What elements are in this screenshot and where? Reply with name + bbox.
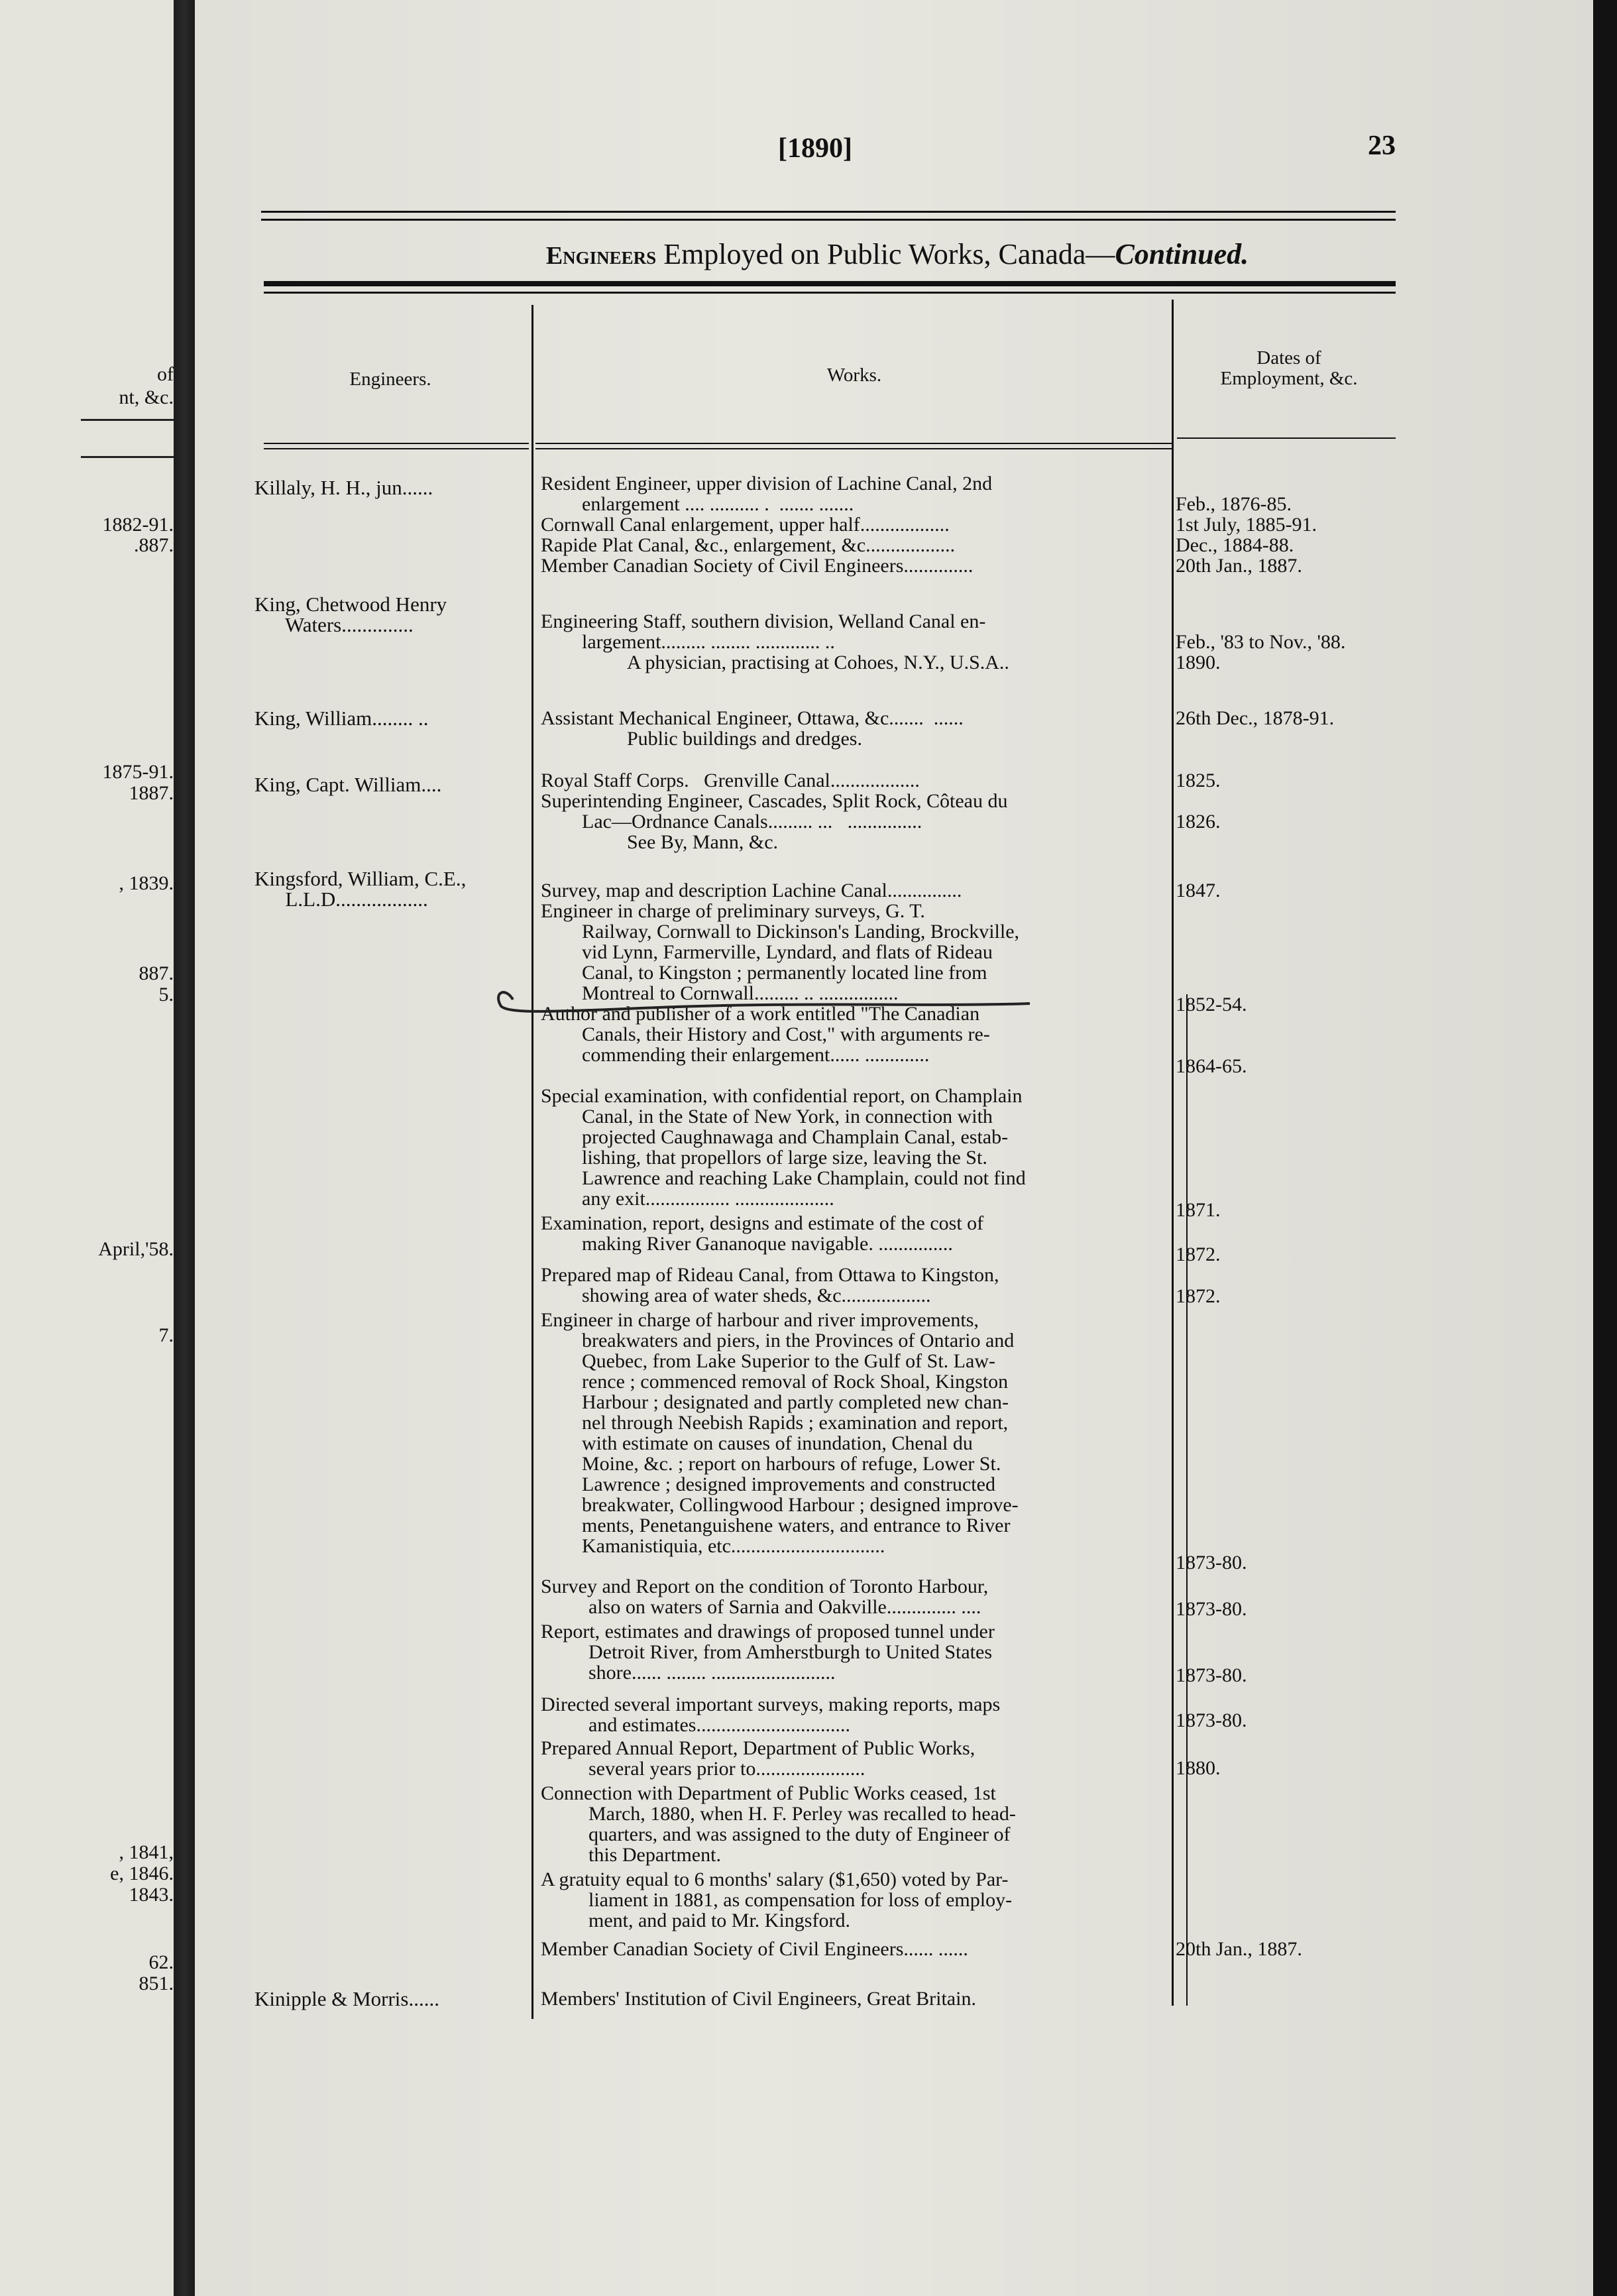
work-line: breakwater, Collingwood Harbour ; designed improve- <box>582 1494 1019 1516</box>
page-number: 23 <box>1368 131 1396 161</box>
left-page-text: 851. <box>139 1973 174 1994</box>
left-page-text: 1887. <box>129 782 174 804</box>
engineer-name: Kingsford, William, C.E., L.L.D.................. <box>254 867 467 911</box>
engineer-name: King, Capt. William.... <box>254 773 442 796</box>
employment-date: 1864-65. <box>1176 1055 1247 1077</box>
left-page-text: 887. <box>139 962 174 984</box>
work-line: lishing, that propellors of large size, leaving the St. <box>582 1147 987 1169</box>
work-line: Royal Staff Corps. Grenville Canal.................. <box>541 770 920 791</box>
employment-date: 1852-54. <box>1176 994 1247 1015</box>
work-line: Survey, map and description Lachine Canal............... <box>541 880 962 901</box>
work-line: Report, estimates and drawings of proposed tunnel under <box>541 1621 995 1642</box>
title-italic: Continued. <box>1115 238 1249 270</box>
work-line: ments, Penetanguishene waters, and entrance to River <box>582 1515 1011 1536</box>
left-page-text: .887. <box>134 534 174 556</box>
work-line: Assistant Mechanical Engineer, Ottawa, &c....... ...... <box>541 707 964 729</box>
work-line: Resident Engineer, upper division of Lachine Canal, 2nd <box>541 473 993 494</box>
work-line: Quebec, from Lake Superior to the Gulf of St. Law- <box>582 1350 995 1372</box>
work-line: commending their enlargement...... ............. <box>582 1044 930 1066</box>
work-line: projected Caughnawaga and Champlain Canal, estab- <box>582 1126 1009 1148</box>
left-page-text: 7. <box>158 1324 174 1346</box>
title-rule-thick <box>264 281 1396 286</box>
header-rule <box>261 211 1396 213</box>
work-line: rence ; commenced removal of Rock Shoal, Kingston <box>582 1371 1009 1393</box>
work-line: March, 1880, when H. F. Perley was recalled to head- <box>588 1803 1016 1825</box>
work-line: quarters, and was assigned to the duty of Engineer of <box>588 1823 1011 1845</box>
work-line: See By, Mann, &c. <box>627 831 779 853</box>
work-line: Engineer in charge of harbour and river improvements, <box>541 1309 979 1331</box>
column-header-engineers: Engineers. <box>349 369 431 390</box>
work-line: Canals, their History and Cost," with arguments re- <box>582 1023 990 1045</box>
header-underline <box>535 443 1173 444</box>
work-line: Detroit River, from Amherstburgh to United States <box>588 1641 992 1663</box>
page-header-year: [1890] <box>778 133 852 164</box>
employment-date: Feb., 1876-85. <box>1176 493 1292 515</box>
work-line: Lawrence ; designed improvements and constructed <box>582 1473 995 1495</box>
work-line: making River Gananoque navigable. ............... <box>582 1233 953 1255</box>
employment-date: 1871. <box>1176 1199 1221 1221</box>
left-page-text: 5. <box>158 984 174 1005</box>
left-page-text: , 1841, <box>119 1841 174 1863</box>
employment-date: Dec., 1884-88. <box>1176 534 1294 556</box>
work-line: Lac—Ordnance Canals......... ... ............... <box>582 811 922 832</box>
work-line: A gratuity equal to 6 months' salary ($1,650) voted by Par- <box>541 1868 1009 1890</box>
work-line: A physician, practising at Cohoes, N.Y., U.S.A.. <box>627 652 1009 673</box>
title-rule-thin <box>264 292 1396 294</box>
left-page-text: , 1839. <box>119 872 174 894</box>
work-line: Survey and Report on the condition of Toronto Harbour, <box>541 1576 989 1597</box>
employment-date: 1873-80. <box>1176 1709 1247 1731</box>
column-header-dates: Dates of Employment, &c. <box>1220 347 1358 389</box>
scan-edge <box>1593 0 1617 2296</box>
work-line: also on waters of Sarnia and Oakville.............. .... <box>588 1596 981 1618</box>
work-line: Railway, Cornwall to Dickinson's Landing, Brockville, <box>582 921 1020 943</box>
engineer-name: King, William........ .. <box>254 707 429 730</box>
employment-date: 1st July, 1885-91. <box>1176 514 1317 536</box>
pencil-mark <box>486 980 1056 1019</box>
employment-date: 1872. <box>1176 1243 1221 1265</box>
left-page-rule <box>81 456 174 458</box>
employment-date: 1872. <box>1176 1285 1221 1307</box>
work-line: any exit................. .................... <box>582 1188 834 1210</box>
work-line: Cornwall Canal enlargement, upper half.................. <box>541 514 950 536</box>
work-line: Harbour ; designated and partly completed new chan- <box>582 1391 1009 1413</box>
employment-date: 1826. <box>1176 811 1221 832</box>
work-line: and estimates............................... <box>588 1714 850 1736</box>
work-line: several years prior to...................... <box>588 1758 865 1780</box>
column-header-works: Works. <box>826 365 882 386</box>
work-line: vid Lynn, Farmerville, Lyndard, and flats of Rideau <box>582 941 993 963</box>
left-page-text: e, 1846. <box>110 1863 174 1884</box>
work-line: Examination, report, designs and estimate of the cost of <box>541 1212 984 1234</box>
work-line: breakwaters and piers, in the Provinces of Ontario and <box>582 1330 1015 1351</box>
work-line: enlargement .... .......... . ....... ....... <box>582 493 854 515</box>
employment-date: 1873-80. <box>1176 1664 1247 1686</box>
employment-date: 20th Jan., 1887. <box>1176 555 1302 577</box>
work-line: Author and publisher of a work entitled "The Canadian <box>541 1003 980 1025</box>
page-title <box>414 237 1381 271</box>
work-line: Member Canadian Society of Civil Engineers...... ...... <box>541 1938 968 1960</box>
work-line: Kamanistiquia, etc............................... <box>582 1535 885 1557</box>
employment-date: 1890. <box>1176 652 1221 673</box>
work-line: Moine, &c. ; report on harbours of refuge, Lower St. <box>582 1453 1001 1475</box>
work-line: Rapide Plat Canal, &c., enlargement, &c.................. <box>541 534 956 556</box>
employment-date: 1847. <box>1176 880 1221 901</box>
work-line: Canal, to Kingston ; permanently located line from <box>582 962 987 984</box>
work-line: Connection with Department of Public Works ceased, 1st <box>541 1782 996 1804</box>
engineer-name: King, Chetwood Henry Waters.............. <box>254 593 447 636</box>
work-line: largement......... ........ ............. .. <box>582 631 835 653</box>
adjacent-page-fragment <box>0 0 174 2296</box>
employment-date: 20th Jan., 1887. <box>1176 1938 1302 1960</box>
employment-date: 1880. <box>1176 1757 1221 1779</box>
work-line: Superintending Engineer, Cascades, Split Rock, Côteau du <box>541 790 1008 812</box>
employment-date: 1873-80. <box>1176 1552 1247 1574</box>
work-line: Engineer in charge of preliminary surveys, G. T. <box>541 900 925 922</box>
work-line: Lawrence and reaching Lake Champlain, could not find <box>582 1167 1026 1189</box>
left-page-text: 1875-91. <box>102 761 174 783</box>
work-line: Members' Institution of Civil Engineers, Great Britain. <box>541 1988 976 2010</box>
work-line: ment, and paid to Mr. Kingsford. <box>588 1910 850 1931</box>
work-line: Public buildings and dredges. <box>627 728 862 750</box>
page <box>195 0 1593 2296</box>
work-line: Prepared map of Rideau Canal, from Ottawa to Kingston, <box>541 1264 999 1286</box>
work-line: Member Canadian Society of Civil Engineers.............. <box>541 555 974 577</box>
left-page-rule <box>81 419 174 421</box>
work-line: Directed several important surveys, making reports, maps <box>541 1693 1001 1715</box>
engineer-name: Kinipple & Morris...... <box>254 1987 439 2010</box>
header-rule <box>261 219 1396 221</box>
left-page-text: of <box>157 363 174 385</box>
work-line: Engineering Staff, southern division, Welland Canal en- <box>541 610 986 632</box>
left-page-text: 1843. <box>129 1884 174 1906</box>
left-page-text: April,'58. <box>98 1238 174 1260</box>
title-main: Employed on Public Works, Canada— <box>656 238 1115 270</box>
work-line: Montreal to Cornwall......... .. ................ <box>582 982 899 1004</box>
employment-date: 1825. <box>1176 770 1221 791</box>
work-line: this Department. <box>588 1844 721 1866</box>
work-line: Special examination, with confidential report, on Champlain <box>541 1085 1023 1107</box>
engineer-name: Killaly, H. H., jun...... <box>254 476 433 499</box>
work-line: nel through Neebish Rapids ; examination and report, <box>582 1412 1009 1434</box>
employment-date: Feb., '83 to Nov., '88. <box>1176 631 1346 653</box>
column-divider <box>531 305 533 2019</box>
work-line: with estimate on causes of inundation, Chenal du <box>582 1432 973 1454</box>
work-line: shore...... ........ ......................... <box>588 1662 836 1684</box>
work-line: showing area of water sheds, &c.................. <box>582 1285 931 1306</box>
header-underline <box>264 448 529 449</box>
header-underline <box>535 448 1173 449</box>
left-page-text: 62. <box>148 1951 174 1973</box>
book-gutter <box>174 0 195 2296</box>
left-page-text: nt, &c. <box>119 386 174 408</box>
work-line: Prepared Annual Report, Department of Public Works, <box>541 1737 976 1759</box>
header-underline <box>1177 437 1396 439</box>
employment-date: 26th Dec., 1878-91. <box>1176 707 1335 729</box>
left-page-text: 1882-91. <box>102 514 174 536</box>
title-small-caps: Engineers <box>545 242 657 270</box>
work-line: liament in 1881, as compensation for loss of employ- <box>588 1889 1013 1911</box>
work-line: Canal, in the State of New York, in connection with <box>582 1106 993 1127</box>
header-underline <box>264 443 529 444</box>
employment-date: 1873-80. <box>1176 1598 1247 1620</box>
